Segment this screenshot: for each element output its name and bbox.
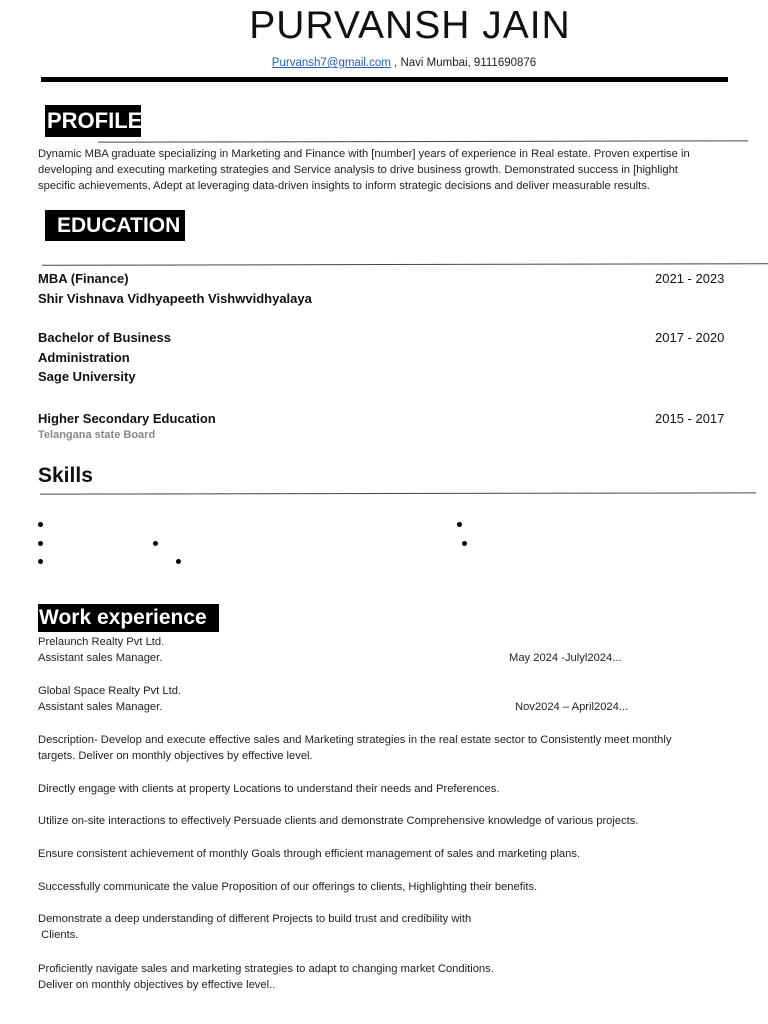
work-duty-line: Successfully communicate the value Proposition of our offerings to clients, Highlighting their benefits. bbox=[38, 881, 538, 893]
job-role: Assistant sales Manager. bbox=[38, 701, 163, 713]
job-role: Assistant sales Manager. bbox=[38, 652, 163, 664]
education-years: 2015 - 2017 bbox=[655, 411, 725, 426]
work-duty-line: Proficiently navigate sales and marketing strategies to adapt to changing market Conditions. bbox=[38, 963, 494, 975]
institution-name: Sage University bbox=[38, 369, 136, 384]
job-company: Prelaunch Realty Pvt Ltd. bbox=[38, 636, 165, 648]
skill-bullet bbox=[457, 522, 462, 527]
candidate-name: PURVANSH JAIN bbox=[249, 4, 571, 47]
education-years: 2017 - 2020 bbox=[655, 330, 725, 345]
work-duty-line: Ensure consistent achievement of monthly Goals through efficient management of sales and marketing plans. bbox=[38, 848, 581, 860]
skill-bullet bbox=[176, 559, 181, 564]
degree-title-cont: Administration bbox=[38, 349, 130, 365]
profile-heading: PROFILE bbox=[45, 105, 141, 137]
degree-title: Higher Secondary Education bbox=[38, 411, 216, 426]
board-name: Telangana state Board bbox=[38, 428, 156, 441]
skill-bullet bbox=[462, 541, 467, 546]
profile-line: specific achievements, Adept at leveraging data-driven insights to inform strategic decisions and deliver measurable results. bbox=[38, 180, 650, 192]
job-dates: Nov2024 – April2024... bbox=[515, 701, 629, 713]
work-heading: Work experience bbox=[38, 604, 219, 632]
work-description-line: targets. Deliver on monthly objectives by effective level. bbox=[38, 750, 313, 762]
education-entry bbox=[38, 269, 398, 308]
degree-title: MBA (Finance) bbox=[38, 271, 129, 286]
education-heading: EDUCATION bbox=[45, 210, 185, 241]
job-company: Global Space Realty Pvt Ltd. bbox=[38, 685, 182, 697]
institution-name: Shir Vishnava Vidhyapeeth Vishwvidhyalaya bbox=[38, 290, 312, 306]
education-years: 2021 - 2023 bbox=[655, 271, 725, 286]
degree-title: Bachelor of Business bbox=[38, 330, 171, 345]
skill-bullet bbox=[38, 559, 43, 564]
work-duty-line: Clients. bbox=[38, 929, 79, 941]
education-entry bbox=[38, 409, 398, 441]
profile-line: developing and executing marketing strategies and Service analysis to drive business growth. Demonstrated success in [highlight bbox=[38, 164, 678, 176]
job-dates: May 2024 -Julyl2024... bbox=[509, 652, 622, 664]
header-divider bbox=[41, 77, 728, 82]
skill-bullet bbox=[38, 541, 43, 546]
email-link[interactable]: Purvansh7@gmail.com bbox=[271, 57, 391, 69]
contact-line bbox=[0, 57, 768, 69]
skill-bullet bbox=[38, 522, 43, 527]
profile-line: Dynamic MBA graduate specializing in Marketing and Finance with [number] years of experience in Real estate. Proven expertise in bbox=[38, 148, 690, 160]
work-duty-line: Deliver on monthly objectives by effective level.. bbox=[38, 979, 276, 991]
work-duty-line: Demonstrate a deep understanding of different Projects to build trust and credibility with bbox=[38, 913, 472, 925]
work-description-line: Description- Develop and execute effective sales and Marketing strategies in the real estate sector to Consistently meet monthly bbox=[38, 734, 672, 746]
education-divider bbox=[42, 263, 768, 266]
work-duty-line: Utilize on-site interactions to effectively Persuade clients and demonstrate Comprehensive knowledge of various projects. bbox=[38, 815, 639, 827]
skills-heading: Skills bbox=[38, 464, 93, 487]
work-duty-line: Directly engage with clients at property Locations to understand their needs and Preferences. bbox=[38, 783, 500, 795]
profile-divider bbox=[98, 140, 748, 142]
skills-divider bbox=[40, 492, 756, 494]
profile-summary bbox=[38, 146, 738, 194]
education-entry bbox=[38, 328, 398, 387]
contact-details: , Navi Mumbai, 9111690876 bbox=[390, 57, 537, 69]
skill-bullet bbox=[153, 541, 158, 546]
